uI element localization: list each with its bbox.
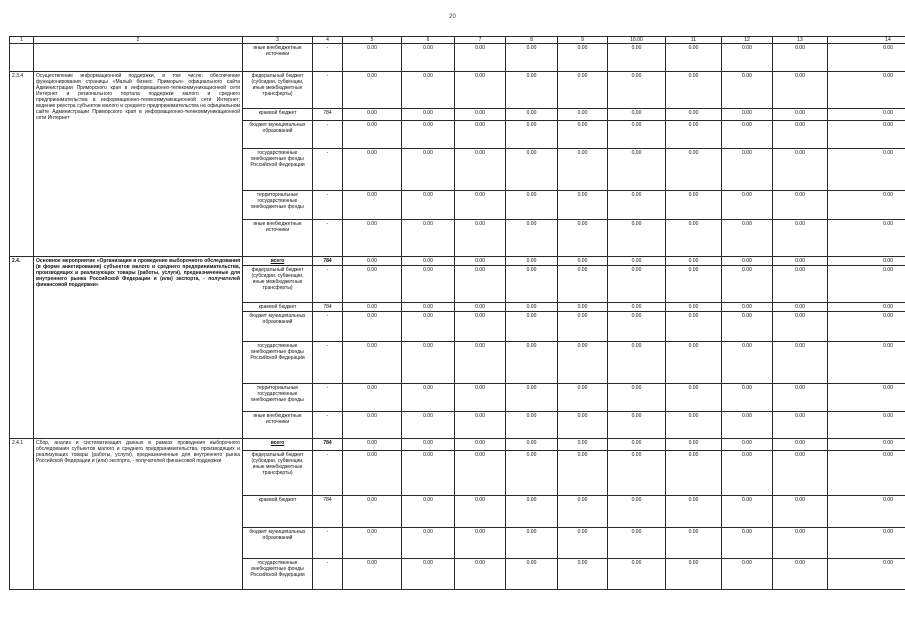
amount-cell: 0.00 (666, 149, 722, 191)
amount-cell: 0.00 (773, 384, 828, 412)
amount-cell: 0.00 (343, 312, 402, 342)
amount-cell: 0.00 (828, 191, 905, 220)
amount-cell: 0.00 (666, 312, 722, 342)
amount-cell: 0.00 (455, 384, 506, 412)
amount-cell: 0.00 (666, 342, 722, 384)
amount-cell: 0.00 (402, 439, 455, 451)
budget-code: - (313, 191, 343, 220)
table-row (10, 44, 905, 72)
amount-cell: 0.00 (343, 559, 402, 590)
table-row (10, 72, 905, 109)
amount-cell: 0.00 (455, 266, 506, 303)
amount-cell: 0.00 (773, 266, 828, 303)
amount-cell: 0.00 (666, 44, 722, 72)
amount-cell: 0.00 (506, 528, 558, 559)
amount-cell: 0.00 (773, 191, 828, 220)
amount-cell: 0.00 (402, 109, 455, 121)
amount-cell: 0.00 (343, 412, 402, 439)
amount-cell: 0.00 (343, 439, 402, 451)
amount-cell: 0.00 (828, 109, 905, 121)
amount-cell: 0.00 (608, 559, 666, 590)
amount-cell: 0.00 (558, 257, 608, 266)
item-description (34, 44, 243, 72)
table-row (10, 439, 905, 451)
amount-cell: 0.00 (455, 559, 506, 590)
amount-cell: 0.00 (722, 72, 773, 109)
budget-code: 784 (313, 496, 343, 528)
amount-cell: 0.00 (828, 121, 905, 149)
item-number: 2.4. (10, 257, 34, 439)
amount-cell: 0.00 (608, 451, 666, 496)
amount-cell: 0.00 (455, 191, 506, 220)
amount-cell: 0.00 (506, 109, 558, 121)
amount-cell: 0.00 (455, 44, 506, 72)
funding-source: федеральный бюджет (субсидии, субвенции, иные межбюджетные трансферты) (243, 451, 313, 496)
amount-cell: 0.00 (343, 191, 402, 220)
amount-cell: 0.00 (828, 220, 905, 257)
amount-cell: 0.00 (455, 72, 506, 109)
amount-cell: 0.00 (506, 303, 558, 312)
amount-cell: 0.00 (828, 384, 905, 412)
amount-cell: 0.00 (828, 149, 905, 191)
amount-cell: 0.00 (558, 412, 608, 439)
amount-cell: 0.00 (608, 191, 666, 220)
amount-cell: 0.00 (722, 266, 773, 303)
amount-cell: 0.00 (506, 72, 558, 109)
amount-cell: 0.00 (455, 121, 506, 149)
amount-cell: 0.00 (608, 303, 666, 312)
amount-cell: 0.00 (402, 191, 455, 220)
column-header: 12 (722, 37, 773, 44)
budget-table (9, 36, 905, 590)
funding-source: краевой бюджет (243, 109, 313, 121)
amount-cell: 0.00 (828, 528, 905, 559)
amount-cell: 0.00 (666, 559, 722, 590)
amount-cell: 0.00 (666, 220, 722, 257)
amount-cell: 0.00 (506, 496, 558, 528)
amount-cell: 0.00 (402, 496, 455, 528)
amount-cell: 0.00 (773, 439, 828, 451)
amount-cell: 0.00 (506, 121, 558, 149)
amount-cell: 0.00 (722, 496, 773, 528)
budget-code: - (313, 342, 343, 384)
amount-cell: 0.00 (455, 342, 506, 384)
funding-source: бюджет муниципальных образований (243, 312, 313, 342)
amount-cell: 0.00 (558, 342, 608, 384)
amount-cell: 0.00 (722, 109, 773, 121)
amount-cell: 0.00 (558, 439, 608, 451)
amount-cell: 0.00 (343, 384, 402, 412)
amount-cell: 0.00 (773, 257, 828, 266)
amount-cell: 0.00 (828, 312, 905, 342)
amount-cell: 0.00 (722, 220, 773, 257)
amount-cell: 0.00 (506, 384, 558, 412)
amount-cell: 0.00 (402, 220, 455, 257)
column-header: 3 (243, 37, 313, 44)
amount-cell: 0.00 (773, 451, 828, 496)
amount-cell: 0.00 (722, 559, 773, 590)
amount-cell: 0.00 (773, 149, 828, 191)
amount-cell: 0.00 (506, 149, 558, 191)
item-number (10, 44, 34, 72)
amount-cell: 0.00 (402, 121, 455, 149)
amount-cell: 0.00 (666, 109, 722, 121)
item-description: Основное мероприятие «Организация и проведение выборочного обследования (в форме анкетирования) субъектов малого и среднего предпринимательства, производящих и реализующих товары (работы, услуги), предназначенные для внутреннего рынка Российской Федерации и (или) экспорта, - получателей финансовой поддержки» (34, 257, 243, 439)
amount-cell: 0.00 (402, 384, 455, 412)
amount-cell: 0.00 (608, 312, 666, 342)
amount-cell: 0.00 (722, 528, 773, 559)
amount-cell: 0.00 (608, 439, 666, 451)
item-number: 2.4.1 (10, 439, 34, 590)
amount-cell: 0.00 (828, 439, 905, 451)
funding-source: федеральный бюджет (субсидии, субвенции, иные межбюджетные трансферты) (243, 266, 313, 303)
funding-source: иные внебюджетные источники (243, 44, 313, 72)
column-header: 14 (828, 37, 905, 44)
amount-cell: 0.00 (773, 528, 828, 559)
amount-cell: 0.00 (506, 257, 558, 266)
amount-cell: 0.00 (455, 528, 506, 559)
amount-cell: 0.00 (506, 44, 558, 72)
amount-cell: 0.00 (558, 451, 608, 496)
amount-cell: 0.00 (343, 528, 402, 559)
amount-cell: 0.00 (773, 220, 828, 257)
amount-cell: 0.00 (455, 109, 506, 121)
column-header: 4 (313, 37, 343, 44)
amount-cell: 0.00 (608, 257, 666, 266)
amount-cell: 0.00 (558, 266, 608, 303)
budget-code: - (313, 384, 343, 412)
amount-cell: 0.00 (828, 451, 905, 496)
amount-cell: 0.00 (558, 121, 608, 149)
budget-code: - (313, 220, 343, 257)
column-header: 13 (773, 37, 828, 44)
amount-cell: 0.00 (343, 109, 402, 121)
amount-cell: 0.00 (506, 266, 558, 303)
amount-cell: 0.00 (722, 412, 773, 439)
amount-cell: 0.00 (402, 559, 455, 590)
amount-cell: 0.00 (402, 312, 455, 342)
amount-cell: 0.00 (608, 109, 666, 121)
amount-cell: 0.00 (343, 451, 402, 496)
amount-cell: 0.00 (666, 121, 722, 149)
budget-code: - (313, 312, 343, 342)
amount-cell: 0.00 (722, 303, 773, 312)
amount-cell: 0.00 (455, 496, 506, 528)
amount-cell: 0.00 (558, 44, 608, 72)
column-header-row (10, 37, 905, 44)
item-description: Сбор, анализ и систематизация данных в рамках проведения выборочного обследования субъектов малого и среднего предпринимательства, производящих и реализующих товары (работы, услуги), предназначенные для внутреннего рынка Российской Федерации и (или) экспорта, - получателей финансовой поддержки (34, 439, 243, 590)
item-number: 2.3.4 (10, 72, 34, 257)
page-number: 20 (449, 14, 456, 20)
amount-cell: 0.00 (558, 559, 608, 590)
amount-cell: 0.00 (773, 109, 828, 121)
budget-code: - (313, 451, 343, 496)
amount-cell: 0.00 (558, 109, 608, 121)
amount-cell: 0.00 (608, 72, 666, 109)
amount-cell: 0.00 (773, 559, 828, 590)
amount-cell: 0.00 (343, 342, 402, 384)
amount-cell: 0.00 (722, 44, 773, 72)
amount-cell: 0.00 (773, 121, 828, 149)
amount-cell: 0.00 (666, 451, 722, 496)
amount-cell: 0.00 (608, 528, 666, 559)
amount-cell: 0.00 (343, 496, 402, 528)
amount-cell: 0.00 (558, 220, 608, 257)
amount-cell: 0.00 (722, 149, 773, 191)
funding-source: краевой бюджет (243, 496, 313, 528)
budget-code: - (313, 72, 343, 109)
amount-cell: 0.00 (666, 384, 722, 412)
amount-cell: 0.00 (506, 312, 558, 342)
amount-cell: 0.00 (608, 342, 666, 384)
amount-cell: 0.00 (828, 412, 905, 439)
amount-cell: 0.00 (506, 342, 558, 384)
amount-cell: 0.00 (773, 342, 828, 384)
amount-cell: 0.00 (722, 384, 773, 412)
amount-cell: 0.00 (343, 72, 402, 109)
funding-source: краевой бюджет (243, 303, 313, 312)
amount-cell: 0.00 (506, 220, 558, 257)
column-header: 10.00 (608, 37, 666, 44)
amount-cell: 0.00 (402, 149, 455, 191)
funding-source: государственные внебюджетные фонды Российской Федерации (243, 559, 313, 590)
amount-cell: 0.00 (773, 44, 828, 72)
column-header: 6 (402, 37, 455, 44)
amount-cell: 0.00 (343, 44, 402, 72)
amount-cell: 0.00 (343, 121, 402, 149)
amount-cell: 0.00 (828, 496, 905, 528)
funding-source: бюджет муниципальных образований (243, 121, 313, 149)
amount-cell: 0.00 (558, 312, 608, 342)
amount-cell: 0.00 (666, 439, 722, 451)
amount-cell: 0.00 (608, 266, 666, 303)
budget-code: - (313, 121, 343, 149)
amount-cell: 0.00 (558, 303, 608, 312)
budget-code: - (313, 412, 343, 439)
amount-cell: 0.00 (455, 257, 506, 266)
amount-cell: 0.00 (402, 528, 455, 559)
column-header: 9 (558, 37, 608, 44)
amount-cell: 0.00 (558, 149, 608, 191)
amount-cell: 0.00 (506, 439, 558, 451)
amount-cell: 0.00 (558, 191, 608, 220)
amount-cell: 0.00 (608, 44, 666, 72)
amount-cell: 0.00 (402, 303, 455, 312)
amount-cell: 0.00 (558, 384, 608, 412)
table-row (10, 257, 905, 266)
funding-source: государственные внебюджетные фонды Российской Федерации (243, 342, 313, 384)
amount-cell: 0.00 (455, 412, 506, 439)
amount-cell: 0.00 (828, 44, 905, 72)
amount-cell: 0.00 (343, 220, 402, 257)
budget-code: - (313, 266, 343, 303)
amount-cell: 0.00 (455, 439, 506, 451)
amount-cell: 0.00 (773, 412, 828, 439)
amount-cell: 0.00 (828, 266, 905, 303)
funding-source: государственные внебюджетные фонды Российской Федерации (243, 149, 313, 191)
column-header: 11 (666, 37, 722, 44)
amount-cell: 0.00 (722, 312, 773, 342)
amount-cell: 0.00 (666, 257, 722, 266)
column-header: 2 (34, 37, 243, 44)
column-header: 8 (506, 37, 558, 44)
funding-source: бюджет муниципальных образований (243, 528, 313, 559)
amount-cell: 0.00 (773, 72, 828, 109)
amount-cell: 0.00 (666, 72, 722, 109)
amount-cell: 0.00 (343, 257, 402, 266)
amount-cell: 0.00 (455, 303, 506, 312)
funding-source: территориальные государственные внебюджетные фонды (243, 191, 313, 220)
amount-cell: 0.00 (455, 149, 506, 191)
amount-cell: 0.00 (828, 72, 905, 109)
budget-code: 784 (313, 303, 343, 312)
amount-cell: 0.00 (722, 342, 773, 384)
amount-cell: 0.00 (455, 312, 506, 342)
amount-cell: 0.00 (608, 384, 666, 412)
amount-cell: 0.00 (402, 257, 455, 266)
amount-cell: 0.00 (558, 496, 608, 528)
amount-cell: 0.00 (773, 496, 828, 528)
amount-cell: 0.00 (343, 303, 402, 312)
amount-cell: 0.00 (343, 149, 402, 191)
amount-cell: 0.00 (666, 303, 722, 312)
amount-cell: 0.00 (773, 312, 828, 342)
amount-cell: 0.00 (608, 149, 666, 191)
budget-code: 784 (313, 439, 343, 451)
amount-cell: 0.00 (558, 528, 608, 559)
amount-cell: 0.00 (506, 412, 558, 439)
funding-source: федеральный бюджет (субсидии, субвенции, иные межбюджетные трансферты) (243, 72, 313, 109)
amount-cell: 0.00 (402, 72, 455, 109)
amount-cell: 0.00 (666, 496, 722, 528)
amount-cell: 0.00 (722, 451, 773, 496)
amount-cell: 0.00 (608, 121, 666, 149)
item-description: Осуществление информационной поддержки, в том числе: обеспечение функционирования страницы «Малый бизнес Приморья» официального сайта Администрации Приморского края в информационно-телекоммуникационной сети Интернет и регионального портала поддержки малого и среднего предпринимательства в информационно-телекоммуникационной сети Интернет; ведение реестра субъектов малого и среднего предпринимательства на официальном сайте Администрации Приморского края в информационно-телекоммуникационной сети Интернет (34, 72, 243, 257)
amount-cell: 0.00 (402, 412, 455, 439)
budget-code: - (313, 149, 343, 191)
funding-source: иные внебюджетные источники (243, 220, 313, 257)
amount-cell: 0.00 (608, 220, 666, 257)
amount-cell: 0.00 (343, 266, 402, 303)
budget-code: 784 (313, 109, 343, 121)
amount-cell: 0.00 (455, 220, 506, 257)
budget-code: - (313, 44, 343, 72)
column-header: 7 (455, 37, 506, 44)
amount-cell: 0.00 (608, 412, 666, 439)
funding-source: иные внебюджетные источники (243, 412, 313, 439)
budget-code: - (313, 528, 343, 559)
amount-cell: 0.00 (558, 72, 608, 109)
budget-code: - (313, 559, 343, 590)
amount-cell: 0.00 (828, 257, 905, 266)
table-body (10, 37, 905, 590)
amount-cell: 0.00 (722, 191, 773, 220)
column-header: 1 (10, 37, 34, 44)
amount-cell: 0.00 (506, 191, 558, 220)
column-header: 5 (343, 37, 402, 44)
amount-cell: 0.00 (722, 439, 773, 451)
amount-cell: 0.00 (666, 412, 722, 439)
amount-cell: 0.00 (828, 559, 905, 590)
funding-source: территориальные государственные внебюджетные фонды (243, 384, 313, 412)
amount-cell: 0.00 (722, 257, 773, 266)
amount-cell: 0.00 (506, 559, 558, 590)
amount-cell: 0.00 (402, 44, 455, 72)
amount-cell: 0.00 (773, 303, 828, 312)
funding-source: всего (243, 439, 313, 451)
amount-cell: 0.00 (666, 528, 722, 559)
amount-cell: 0.00 (666, 191, 722, 220)
amount-cell: 0.00 (506, 451, 558, 496)
amount-cell: 0.00 (828, 342, 905, 384)
amount-cell: 0.00 (828, 303, 905, 312)
amount-cell: 0.00 (666, 266, 722, 303)
amount-cell: 0.00 (402, 342, 455, 384)
amount-cell: 0.00 (402, 266, 455, 303)
amount-cell: 0.00 (455, 451, 506, 496)
amount-cell: 0.00 (722, 121, 773, 149)
budget-code: 784 (313, 257, 343, 266)
amount-cell: 0.00 (402, 451, 455, 496)
funding-source: всего (243, 257, 313, 266)
amount-cell: 0.00 (608, 496, 666, 528)
